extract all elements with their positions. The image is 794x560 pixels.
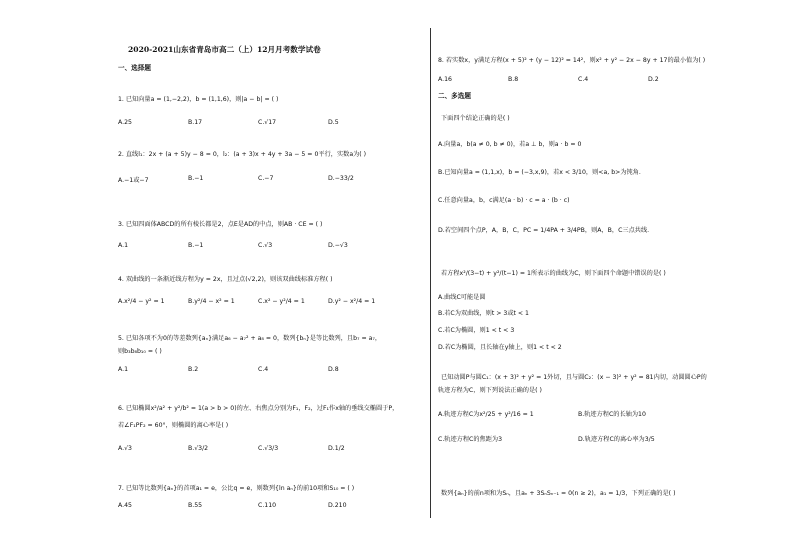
q1-option-d: D.5 bbox=[328, 119, 339, 126]
q10-option-b: B.若C为双曲线，则t > 3或t < 1 bbox=[438, 310, 529, 317]
q10-option-d: D.若C为椭圆，且长轴在y轴上，则1 < t < 2 bbox=[438, 344, 562, 351]
q6-option-c: C.√3/3 bbox=[258, 445, 279, 452]
question-2: 2. 直线l₁：2x + (a + 5)y − 8 = 0，l₂：(a + 3)x + 4y + 3a − 5 = 0平行，实数a为( ) bbox=[118, 151, 367, 158]
q5-option-c: C.4 bbox=[258, 366, 269, 373]
q4-option-d: D.y² − x²/4 = 1 bbox=[328, 298, 376, 305]
q4-option-a: A.x²/4 − y² = 1 bbox=[118, 298, 165, 305]
question-5: 5. 已知各项不为0的等差数列{aₙ}满足a₆ − a₇² + a₈ = 0，数列{bₙ}是等比数列，且b₇ = a₇， bbox=[118, 335, 382, 342]
q2-option-c: C.−7 bbox=[258, 175, 274, 182]
column-divider bbox=[430, 28, 431, 518]
question-9: 下面四个结论正确的是( ) bbox=[441, 115, 510, 122]
q11-option-d: D.轨迹方程C的离心率为3/5 bbox=[578, 436, 655, 443]
q9-option-c: C.任意向量a，b，c满足(a · b) · c = a · (b · c) bbox=[438, 197, 570, 204]
q2-option-a: A.−1或−7 bbox=[118, 177, 149, 184]
q7-option-a: A.45 bbox=[118, 502, 132, 509]
exam-title: 2020-2021山东省青岛市高二（上）12月月考数学试卷 bbox=[128, 45, 321, 54]
q9-option-b: B.已知向量a = (1,1,x)，b = (−3,x,9)，若x < 3/10，则<a, b>为钝角. bbox=[438, 169, 641, 176]
q6-option-b: B.√3/2 bbox=[188, 445, 209, 452]
q5-option-b: B.2 bbox=[188, 366, 199, 373]
q6-option-a: A.√3 bbox=[118, 445, 132, 452]
q8-option-a: A.16 bbox=[438, 76, 452, 83]
question-10: 若方程x²/(3−t) + y²/(t−1) = 1所表示的曲线为C，则下面四个命题中错误的是( ) bbox=[441, 270, 666, 277]
q11-option-c: C.轨迹方程C的焦距为3 bbox=[438, 436, 503, 443]
question-7: 7. 已知等比数列{aₙ}的首项a₁ = e，公比q = e，则数列{ln aₙ}的前10项和S₁₀ = ( ) bbox=[118, 485, 355, 492]
q3-option-c: C.√3 bbox=[258, 242, 273, 249]
q1-option-c: C.√17 bbox=[258, 119, 277, 126]
q6-option-d: D.1/2 bbox=[328, 445, 345, 452]
q5-option-a: A.1 bbox=[118, 366, 129, 373]
q7-option-b: B.55 bbox=[188, 502, 203, 509]
q5-option-d: D.8 bbox=[328, 366, 339, 373]
q3-option-a: A.1 bbox=[118, 242, 129, 249]
q11-option-a: A.轨迹方程C为x²/25 + y²/16 = 1 bbox=[438, 411, 534, 418]
q7-option-c: C.110 bbox=[258, 502, 277, 509]
question-8: 8. 若实数x，y满足方程(x + 5)² + (y − 12)² = 14²，则x² + y² − 2x − 8y + 17的最小值为( ) bbox=[438, 57, 706, 64]
q1-option-b: B.17 bbox=[188, 119, 203, 126]
q10-option-c: C.若C为椭圆，则1 < t < 3 bbox=[438, 327, 515, 334]
question-4: 4. 双曲线的一条渐近线方程为y = 2x，且过点(√2,2)，则该双曲线标准方程( ) bbox=[118, 276, 333, 283]
question-12: 数列{aₙ}的前n项和为Sₙ，且aₙ + 3SₙSₙ₋₁ = 0(n ≥ 2)，a₁ = 1/3，下列正确的是( ) bbox=[441, 490, 676, 497]
question-3: 3. 已知四面体ABCD的所有棱长都是2，点E是AD的中点，则AB · CE = ( ) bbox=[118, 221, 323, 228]
q9-option-a: A.向量a，b(a ≠ 0, b ≠ 0)，若a ⊥ b，则a · b = 0 bbox=[438, 141, 582, 148]
q9-option-d: D.若空间四个点P，A，B，C，PC = 1/4PA + 3/4PB，则A，B，C三点共线. bbox=[438, 227, 650, 234]
q2-option-b: B.−1 bbox=[188, 175, 204, 182]
q4-option-c: C.x² − y²/4 = 1 bbox=[258, 298, 305, 305]
question-1: 1. 已知向量a = (1,−2,2)，b = (1,1,6)，则|a − b| = ( ) bbox=[118, 96, 279, 103]
question-11: 已知动圆P与圆C₁：(x + 3)² + y² = 1外切，且与圆C₂：(x − 3)² + y² = 81内切，动圆圆心P的 bbox=[441, 374, 707, 381]
q3-option-b: B.−1 bbox=[188, 242, 204, 249]
q7-option-d: D.210 bbox=[328, 502, 347, 509]
q3-option-d: D.−√3 bbox=[328, 242, 348, 249]
q4-option-b: B.y²/4 − x² = 1 bbox=[188, 298, 235, 305]
q10-option-a: A.曲线C可能是圆 bbox=[438, 294, 486, 301]
section-single-choice: 一、选择题 bbox=[118, 64, 151, 72]
q8-option-d: D.2 bbox=[648, 76, 659, 83]
section-multiple-choice: 二、多选题 bbox=[438, 92, 471, 100]
question-11-line2: 轨迹方程为C，则下列说法正确的是( ) bbox=[438, 387, 542, 394]
q1-option-a: A.25 bbox=[118, 119, 132, 126]
question-5-line2: 则b₃b₈b₁₀ = ( ) bbox=[118, 348, 162, 355]
q8-option-c: C.4 bbox=[578, 76, 589, 83]
q2-option-d: D.−33/2 bbox=[328, 175, 354, 182]
q8-option-b: B.8 bbox=[508, 76, 519, 83]
question-6: 6. 已知椭圆x²/a² + y²/b² = 1(a > b > 0)的左、右焦点分别为F₁，F₂，过F₁作x轴的垂线交椭圆于P， bbox=[118, 405, 399, 412]
q11-option-b: B.轨迹方程C的长轴为10 bbox=[578, 411, 646, 418]
question-6-line2: 若∠F₁PF₂ = 60°，则椭圆的离心率是( ) bbox=[118, 422, 229, 429]
